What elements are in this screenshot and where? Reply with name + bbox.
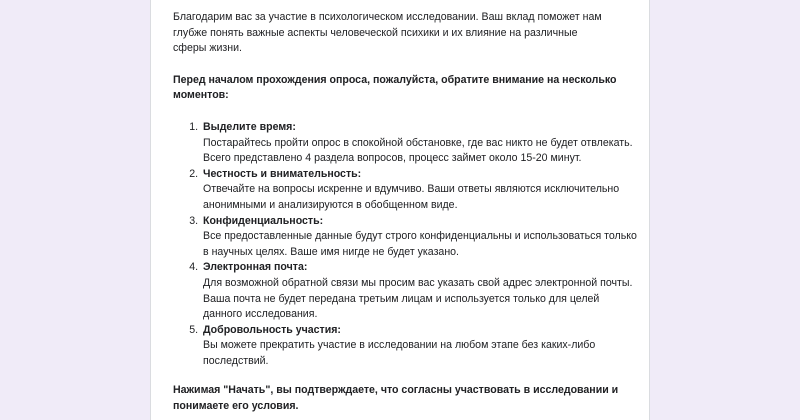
notice-heading: Перед началом прохождения опроса, пожалуйста, обратите внимание на несколько моментов: — [173, 73, 617, 102]
form-description-card — [150, 0, 650, 420]
list-item-text: Вы можете прекратить участие в исследовании на любом этапе без каких-либо последствий. — [203, 339, 596, 367]
list-item-title: 2. Честность и внимательность: — [203, 167, 362, 180]
list-item-text: Все предоставленные данные будут строго конфиденциальны и использоваться только в научных целях. Ваше имя нигде не будет указано. — [203, 230, 637, 258]
list-item-title: 1. Выделите время: — [203, 120, 296, 133]
instructions-list — [173, 120, 641, 370]
list-item-title: 3. Конфиденциальность: — [203, 214, 324, 227]
list-item-text: Отвечайте на вопросы искренне и вдумчиво. Ваши ответы являются исключительно анонимными и анализируются в обобщенном виде. — [203, 183, 620, 211]
list-item-title: 4. Электронная почта: — [203, 261, 308, 274]
list-item-text: Постарайтесь пройти опрос в спокойной обстановке, где вас никто не будет отвлекать. Всего представлено 4 раздела вопросов, процесс займет около 15-20 минут. — [203, 136, 633, 165]
list-item — [201, 120, 641, 167]
list-item — [201, 323, 641, 370]
list-item — [201, 167, 641, 214]
list-item-text: Для возможной обратной связи мы просим вас указать свой адрес электронной почты. Ваша почта не будет передана третьим лицам и используется только для целей данного исследования. — [203, 276, 633, 321]
intro-text: Благодарим вас за участие в психологическом исследовании. Ваш вклад поможет нам глубже понять важные аспекты человеческой психики и их влияние на различные сферы жизни. — [173, 11, 602, 55]
consent-text: Нажимая "Начать", вы подтверждаете, что согласны участвовать в исследовании и понимаете его условия. — [173, 384, 619, 413]
list-item-title: 5. Добровольность участия: — [203, 323, 341, 336]
list-item — [201, 260, 641, 322]
list-item — [201, 214, 641, 261]
